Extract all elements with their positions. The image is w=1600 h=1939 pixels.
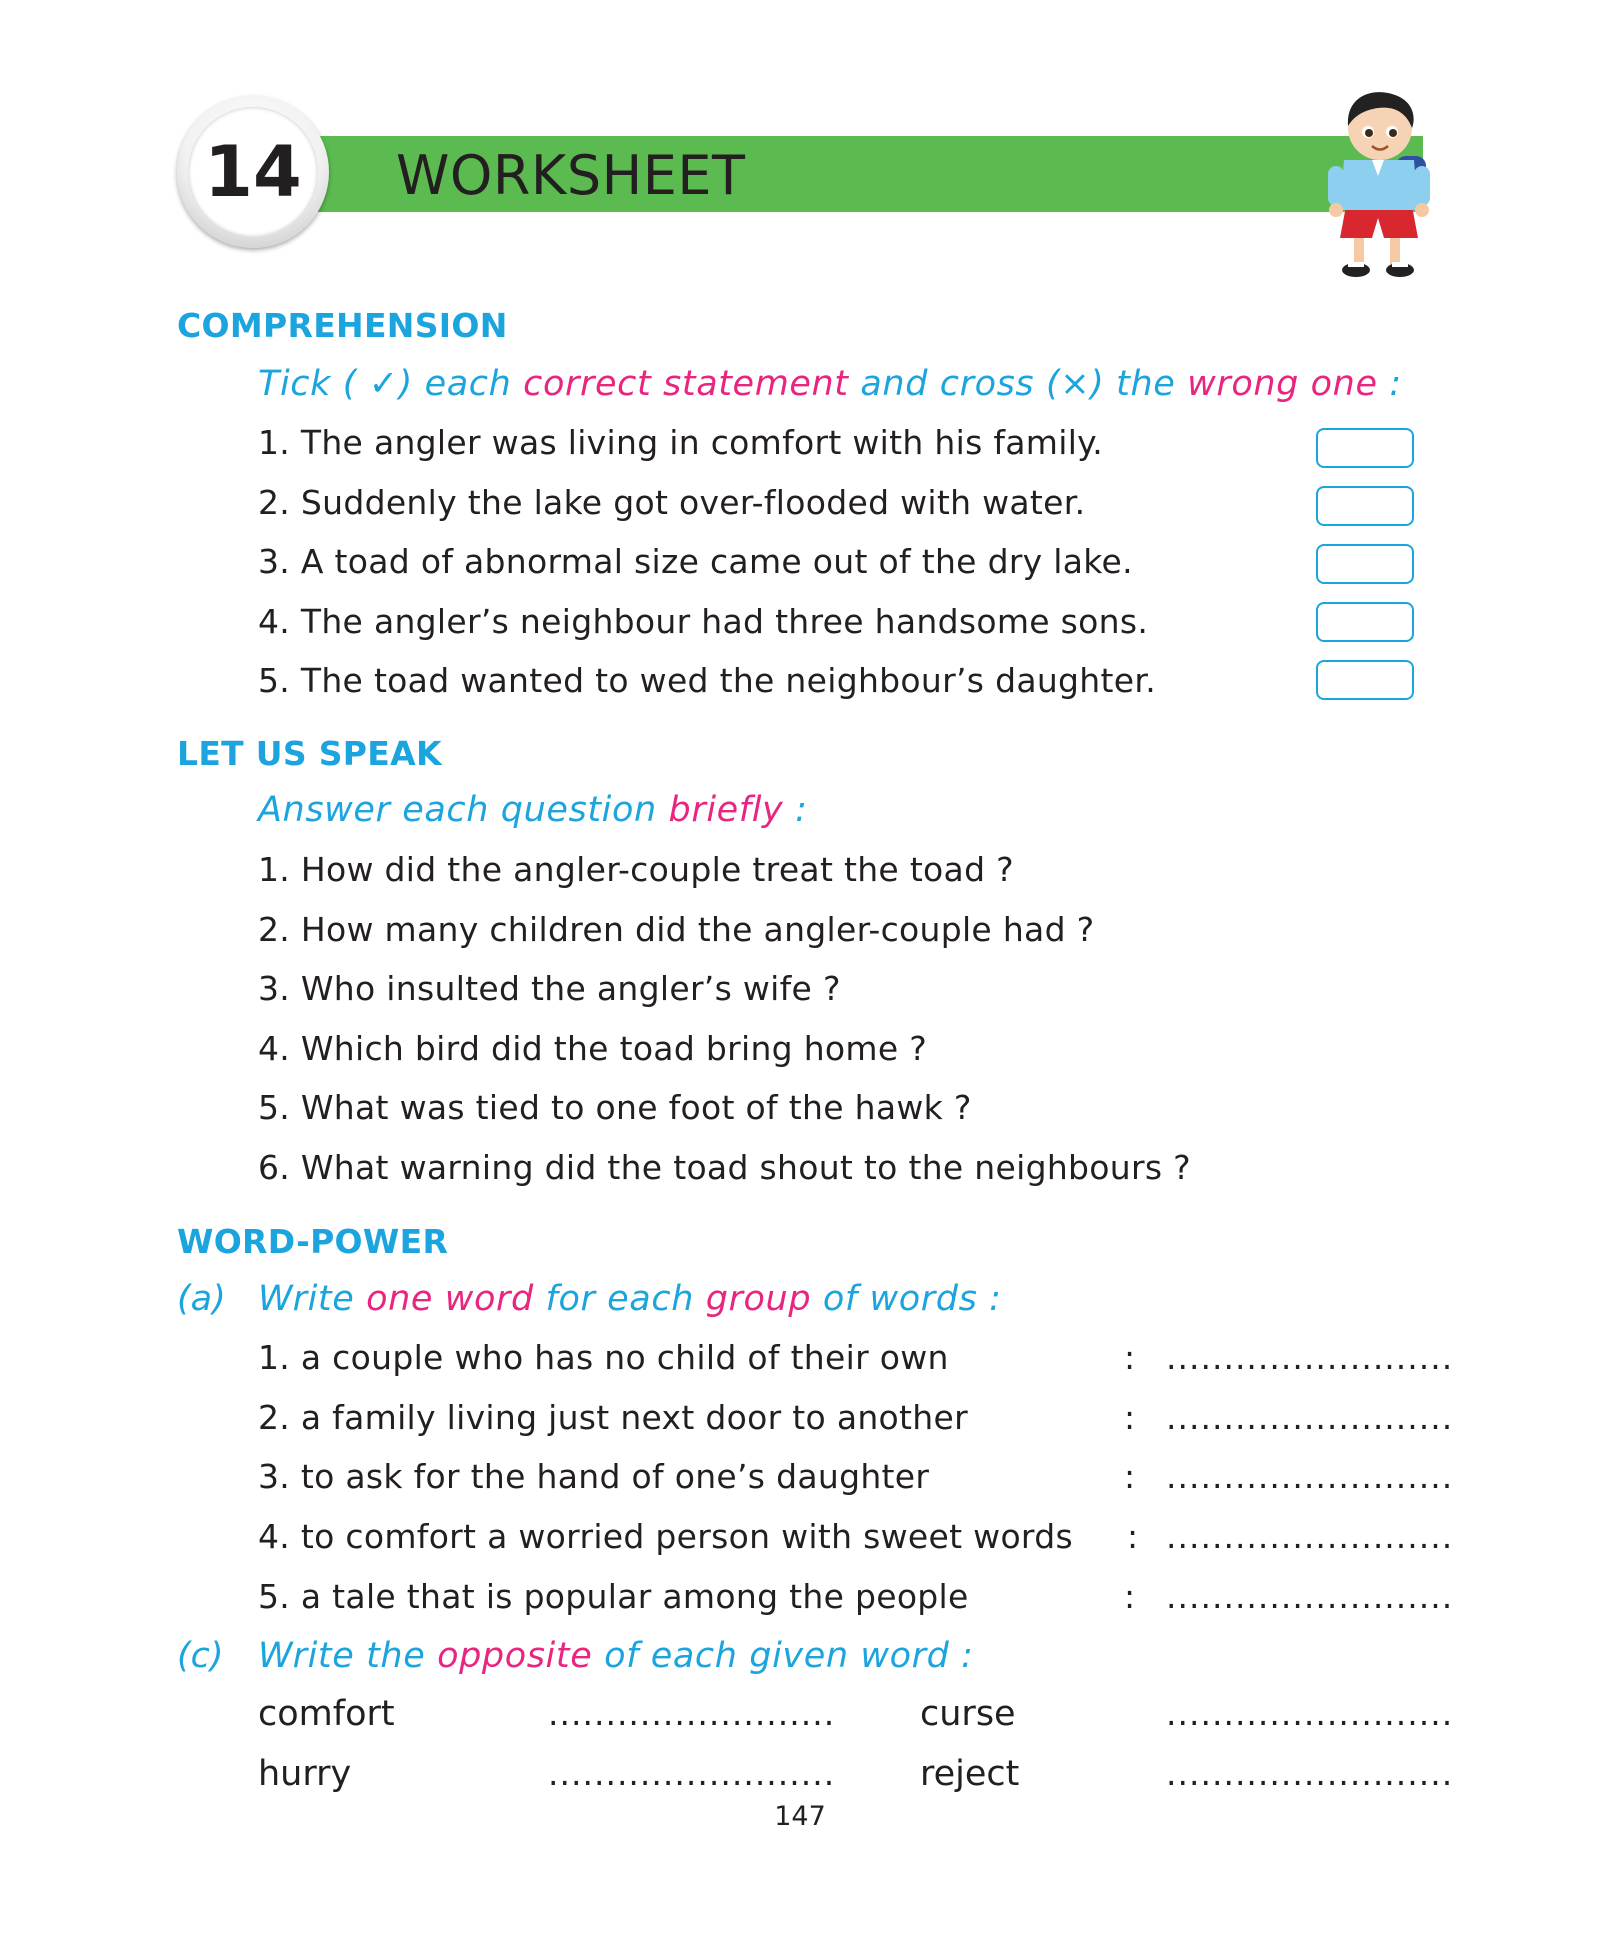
page-number: 147 xyxy=(774,1801,826,1832)
question-5: 5. What was tied to one foot of the hawk ? xyxy=(258,1088,972,1127)
instruction-text: of words : xyxy=(811,1279,1002,1319)
question-4: 4. Which bird did the toad bring home ? xyxy=(258,1029,928,1068)
colon: : xyxy=(1124,1398,1136,1437)
answer-blank[interactable]: ......................... xyxy=(1166,1694,1454,1733)
answer-blank[interactable]: ......................... xyxy=(1166,1457,1454,1496)
question-6: 6. What warning did the toad shout to the neighbours ? xyxy=(258,1148,1191,1187)
instruction-highlight: briefly xyxy=(668,790,784,830)
part-c-instruction xyxy=(258,1636,974,1676)
answer-blank[interactable]: ......................... xyxy=(1166,1517,1454,1556)
answer-blank[interactable]: ......................... xyxy=(548,1754,836,1793)
instruction-text: Answer each question xyxy=(258,790,669,830)
opposite-word-curse: curse xyxy=(920,1694,1016,1734)
answer-box-2[interactable] xyxy=(1316,486,1414,526)
section-heading-let-us-speak: LET US SPEAK xyxy=(177,734,442,773)
answer-blank[interactable]: ......................... xyxy=(1166,1338,1454,1377)
answer-box-3[interactable] xyxy=(1316,544,1414,584)
instruction-text: Write the xyxy=(258,1636,438,1676)
instruction-highlight: wrong one xyxy=(1187,364,1378,404)
instruction-highlight: group xyxy=(705,1279,812,1319)
one-word-item-5: 5. a tale that is popular among the people xyxy=(258,1577,969,1616)
instruction-text: Write xyxy=(258,1279,367,1319)
comprehension-instruction xyxy=(258,364,1402,404)
one-word-item-2: 2. a family living just next door to another xyxy=(258,1398,968,1437)
instruction-highlight: one word xyxy=(366,1279,534,1319)
worksheet-title: WORKSHEET xyxy=(396,144,746,207)
schoolboy-illustration xyxy=(1322,86,1442,282)
colon: : xyxy=(1124,1457,1136,1496)
instruction-text: : xyxy=(1377,364,1402,404)
colon: : xyxy=(1124,1577,1136,1616)
answer-blank[interactable]: ......................... xyxy=(1166,1398,1454,1437)
answer-box-1[interactable] xyxy=(1316,428,1414,468)
part-a-instruction xyxy=(258,1279,1002,1319)
section-heading-word-power: WORD-POWER xyxy=(177,1222,449,1261)
statement-3: 3. A toad of abnormal size came out of the dry lake. xyxy=(258,542,1133,581)
statement-4: 4. The angler’s neighbour had three handsome sons. xyxy=(258,602,1149,641)
opposite-word-reject: reject xyxy=(920,1754,1020,1794)
opposite-word-comfort: comfort xyxy=(258,1694,395,1734)
answer-blank[interactable]: ......................... xyxy=(1166,1577,1454,1616)
answer-box-4[interactable] xyxy=(1316,602,1414,642)
colon: : xyxy=(1127,1517,1139,1556)
answer-blank[interactable]: ......................... xyxy=(548,1694,836,1733)
part-a-label: (a) xyxy=(177,1279,226,1319)
statement-2: 2. Suddenly the lake got over-flooded with water. xyxy=(258,483,1086,522)
instruction-highlight: opposite xyxy=(437,1636,593,1676)
statement-5: 5. The toad wanted to wed the neighbour’s daughter. xyxy=(258,661,1156,700)
question-3: 3. Who insulted the angler’s wife ? xyxy=(258,969,841,1008)
instruction-text: of each given word : xyxy=(592,1636,974,1676)
instruction-text: for each xyxy=(533,1279,706,1319)
question-1: 1. How did the angler-couple treat the toad ? xyxy=(258,850,1014,889)
one-word-item-1: 1. a couple who has no child of their own xyxy=(258,1338,949,1377)
question-2: 2. How many children did the angler-couple had ? xyxy=(258,910,1095,949)
instruction-text: and cross (×) the xyxy=(848,364,1188,404)
answer-blank[interactable]: ......................... xyxy=(1166,1754,1454,1793)
instruction-text: Tick ( ✓) each xyxy=(258,364,524,404)
opposite-word-hurry: hurry xyxy=(258,1754,352,1794)
section-heading-comprehension: COMPREHENSION xyxy=(177,306,508,345)
statement-1: 1. The angler was living in comfort with his family. xyxy=(258,423,1104,462)
instruction-highlight: correct statement xyxy=(523,364,849,404)
chapter-number: 14 xyxy=(204,131,302,213)
instruction-text: : xyxy=(783,790,808,830)
one-word-item-4: 4. to comfort a worried person with sweet words xyxy=(258,1517,1073,1556)
part-c-label: (c) xyxy=(177,1636,224,1676)
speak-instruction xyxy=(258,790,807,830)
one-word-item-3: 3. to ask for the hand of one’s daughter xyxy=(258,1457,930,1496)
colon: : xyxy=(1124,1338,1136,1377)
answer-box-5[interactable] xyxy=(1316,660,1414,700)
